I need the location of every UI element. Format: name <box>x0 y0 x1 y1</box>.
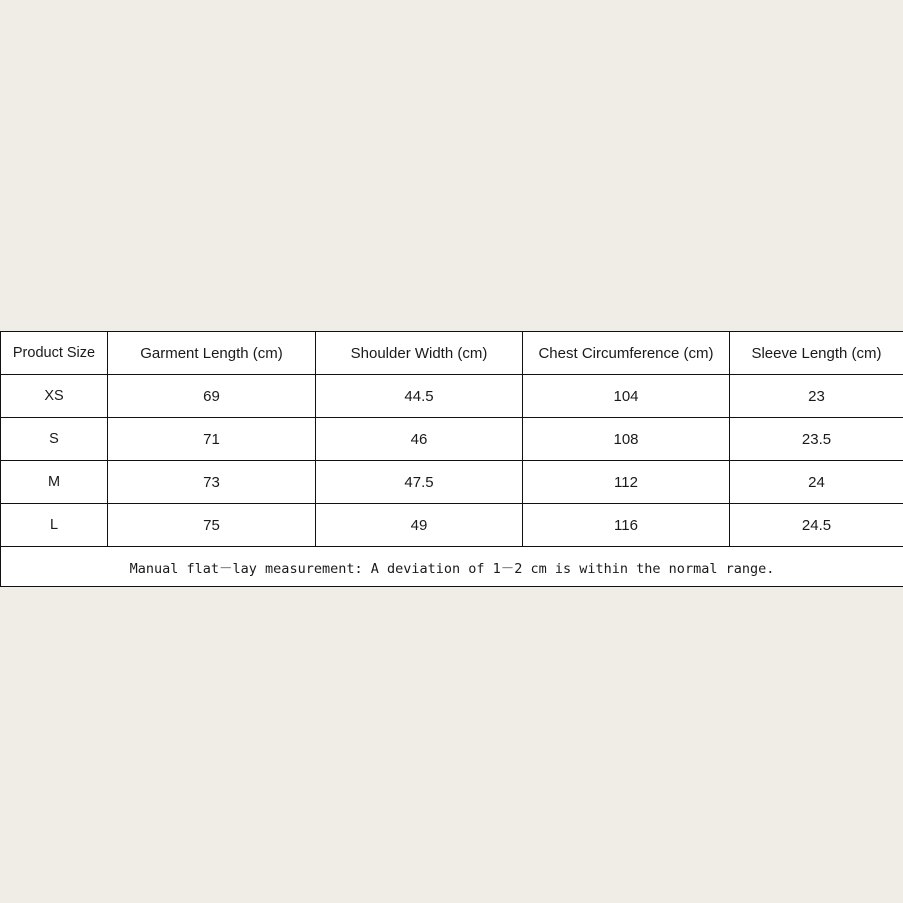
table-note-row <box>1 547 903 587</box>
cell-size: XS <box>1 375 108 418</box>
column-header-chest-circumference: Chest Circumference (cm) <box>523 332 730 375</box>
cell-chest-circumference: 112 <box>523 461 730 504</box>
table-header-row <box>1 332 903 375</box>
cell-sleeve-length: 24.5 <box>730 504 903 547</box>
cell-shoulder-width: 46 <box>316 418 523 461</box>
table-row <box>1 375 903 418</box>
table-row <box>1 461 903 504</box>
table-row <box>1 418 903 461</box>
cell-garment-length: 73 <box>108 461 316 504</box>
cell-size: S <box>1 418 108 461</box>
cell-size: L <box>1 504 108 547</box>
column-header-sleeve-length: Sleeve Length (cm) <box>730 332 903 375</box>
column-header-product-size: Product Size <box>1 332 108 375</box>
cell-sleeve-length: 24 <box>730 461 903 504</box>
cell-garment-length: 69 <box>108 375 316 418</box>
cell-sleeve-length: 23.5 <box>730 418 903 461</box>
measurement-note: Manual flat－lay measurement: A deviation of 1－2 cm is within the normal range. <box>1 547 903 587</box>
column-header-shoulder-width: Shoulder Width (cm) <box>316 332 523 375</box>
cell-chest-circumference: 108 <box>523 418 730 461</box>
cell-sleeve-length: 23 <box>730 375 903 418</box>
cell-chest-circumference: 116 <box>523 504 730 547</box>
cell-shoulder-width: 44.5 <box>316 375 523 418</box>
size-chart-container <box>0 331 903 587</box>
table-header <box>1 332 903 375</box>
cell-shoulder-width: 47.5 <box>316 461 523 504</box>
table-body <box>1 375 903 587</box>
table-row <box>1 504 903 547</box>
cell-garment-length: 71 <box>108 418 316 461</box>
column-header-garment-length: Garment Length (cm) <box>108 332 316 375</box>
cell-shoulder-width: 49 <box>316 504 523 547</box>
cell-chest-circumference: 104 <box>523 375 730 418</box>
size-chart-table <box>0 331 903 587</box>
cell-size: M <box>1 461 108 504</box>
cell-garment-length: 75 <box>108 504 316 547</box>
